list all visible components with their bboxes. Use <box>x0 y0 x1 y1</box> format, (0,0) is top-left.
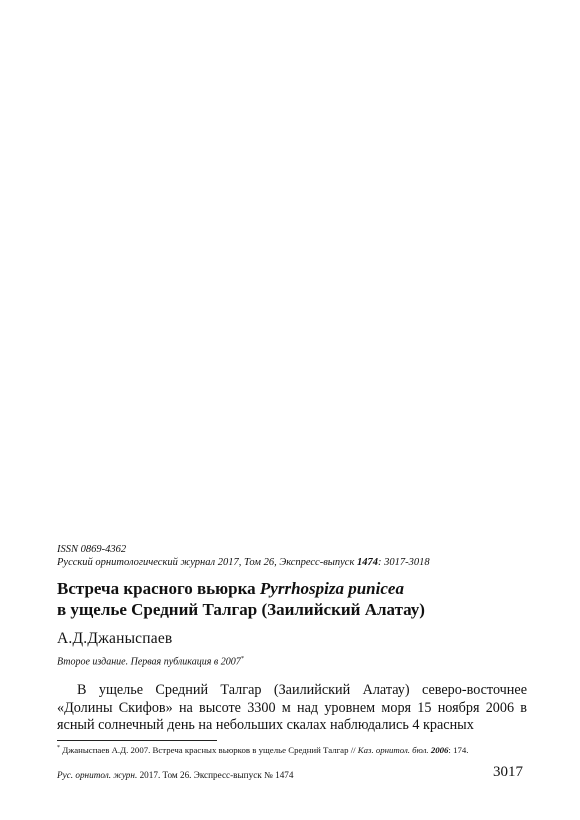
footer-details: 2017. Том 26. Экспресс-выпуск № 1474 <box>137 770 294 780</box>
publication-note-mark: * <box>240 656 244 662</box>
article-title <box>57 578 527 620</box>
body-paragraph: В ущелье Средний Талгар (Заилийский Алатау) северо-восточнее «Долины Скифов» на высоте 3300 м над уровнем моря 15 ноября 2006 в ясный солнечный день на небольших скалах наблюдались 4 красных <box>57 682 527 733</box>
issue-number: 1474 <box>357 557 378 568</box>
issn-line: ISSN 0869-4362 <box>57 544 127 555</box>
footnote-text: Джаныспаев А.Д. 2007. Встреча красных вьюрков в ущелье Средний Талгар // <box>60 745 358 755</box>
journal-citation-line <box>57 557 430 568</box>
page-number: 3017 <box>493 764 523 780</box>
title-part2: в ущелье Средний Талгар (Заилийский Алатау) <box>57 600 425 619</box>
title-part1: Встреча красного вьюрка <box>57 579 260 598</box>
article-author: А.Д.Джаныспаев <box>57 630 173 647</box>
footnote-divider <box>57 740 217 741</box>
article-body <box>57 682 527 735</box>
journal-name: Русский орнитологический журнал 2017, Том 26, Экспресс-выпуск <box>57 557 357 568</box>
publication-note-text: Второе издание. Первая публикация в 2007 <box>57 656 241 668</box>
footnote-source: Каз. орнитол. бюл. <box>357 745 431 755</box>
footnote-year: 2006 <box>430 745 449 755</box>
footnote <box>57 745 468 755</box>
issue-pages: : 3017-3018 <box>378 557 430 568</box>
footer-journal-abbr: Рус. орнитол. журн. <box>57 770 138 780</box>
footnote-pages: : 174. <box>448 745 469 755</box>
title-species: Pyrrhospiza punicea <box>259 579 404 598</box>
publication-note <box>57 656 244 667</box>
footnote-mark: * <box>57 745 60 752</box>
running-footer <box>57 770 293 780</box>
